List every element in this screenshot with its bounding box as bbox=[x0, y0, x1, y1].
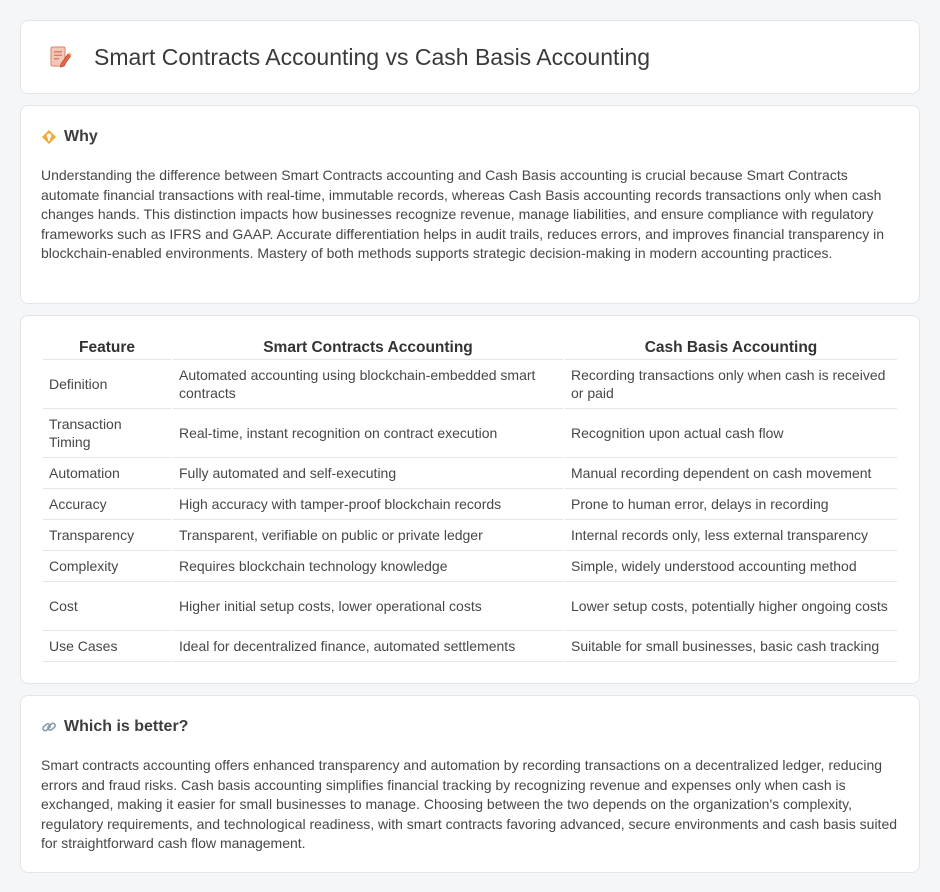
table-row bbox=[43, 551, 897, 582]
row-smart: Real-time, instant recognition on contract execution bbox=[173, 409, 563, 458]
header-card bbox=[20, 20, 920, 94]
comparison-table bbox=[41, 335, 899, 662]
row-feature: Cost bbox=[43, 582, 171, 631]
row-cash: Suitable for small businesses, basic cash tracking bbox=[565, 631, 897, 662]
header-cash-basis: Cash Basis Accounting bbox=[565, 335, 897, 360]
why-heading-text: Why bbox=[64, 128, 98, 145]
row-cash: Recording transactions only when cash is received or paid bbox=[565, 360, 897, 409]
row-feature: Transaction Timing bbox=[43, 409, 171, 458]
row-smart: Ideal for decentralized finance, automated settlements bbox=[173, 631, 563, 662]
header-feature: Feature bbox=[43, 335, 171, 360]
table-row bbox=[43, 631, 897, 662]
table-header-row bbox=[43, 335, 897, 360]
why-paragraph: Understanding the difference between Smart Contracts accounting and Cash Basis accounting is crucial because Smart Contracts automate financial transactions with real-time, immutable records, whereas Cash Basis accounting records transactions only when cash changes hands. This distinction impacts how businesses recognize revenue, manage liabilities, and ensure compliance with regulatory frameworks such as IFRS and GAAP. Accurate differentiation helps in audit trails, reduces errors, and improves financial transparency in blockchain-enabled environments. Mastery of both methods supports strategic decision-making in modern accounting practices. bbox=[41, 167, 885, 261]
row-cash: Simple, widely understood accounting method bbox=[565, 551, 897, 582]
which-better-section bbox=[20, 695, 920, 873]
row-feature: Definition bbox=[43, 360, 171, 409]
table-row bbox=[43, 458, 897, 489]
why-section bbox=[20, 105, 920, 304]
better-heading-text: Which is better? bbox=[64, 718, 189, 735]
table-row bbox=[43, 489, 897, 520]
lightbulb-icon bbox=[41, 129, 57, 145]
header-smart-contracts: Smart Contracts Accounting bbox=[173, 335, 563, 360]
row-cash: Internal records only, less external transparency bbox=[565, 520, 897, 551]
row-cash: Manual recording dependent on cash movement bbox=[565, 458, 897, 489]
row-smart: Automated accounting using blockchain-embedded smart contracts bbox=[173, 360, 563, 409]
row-cash: Lower setup costs, potentially higher ongoing costs bbox=[565, 582, 897, 631]
table-row bbox=[43, 582, 897, 631]
better-paragraph: Smart contracts accounting offers enhanced transparency and automation by recording transactions on a decentralized ledger, reducing errors and fraud risks. Cash basis accounting simplifies financial tracking by recognizing revenue and expenses only when cash is exchanged, making it easier for small businesses to manage. Choosing between the two depends on the organization's complexity, regulatory requirements, and technological readiness, with smart contracts favoring advanced, secure environments and cash basis suited for straightforward cash flow management. bbox=[41, 757, 898, 851]
document-edit-icon bbox=[46, 43, 74, 71]
table-row bbox=[43, 409, 897, 458]
row-smart: Transparent, verifiable on public or private ledger bbox=[173, 520, 563, 551]
row-feature: Use Cases bbox=[43, 631, 171, 662]
comparison-section bbox=[20, 315, 920, 684]
row-smart: Requires blockchain technology knowledge bbox=[173, 551, 563, 582]
link-icon bbox=[41, 719, 57, 735]
better-heading bbox=[41, 718, 899, 736]
row-smart: Higher initial setup costs, lower operational costs bbox=[173, 582, 563, 631]
row-smart: Fully automated and self-executing bbox=[173, 458, 563, 489]
page-title: Smart Contracts Accounting vs Cash Basis Accounting bbox=[94, 43, 651, 70]
row-smart: High accuracy with tamper-proof blockchain records bbox=[173, 489, 563, 520]
row-feature: Automation bbox=[43, 458, 171, 489]
table-row bbox=[43, 360, 897, 409]
table-row bbox=[43, 520, 897, 551]
row-feature: Complexity bbox=[43, 551, 171, 582]
row-feature: Transparency bbox=[43, 520, 171, 551]
row-cash: Recognition upon actual cash flow bbox=[565, 409, 897, 458]
row-cash: Prone to human error, delays in recording bbox=[565, 489, 897, 520]
why-heading bbox=[41, 128, 899, 146]
row-feature: Accuracy bbox=[43, 489, 171, 520]
